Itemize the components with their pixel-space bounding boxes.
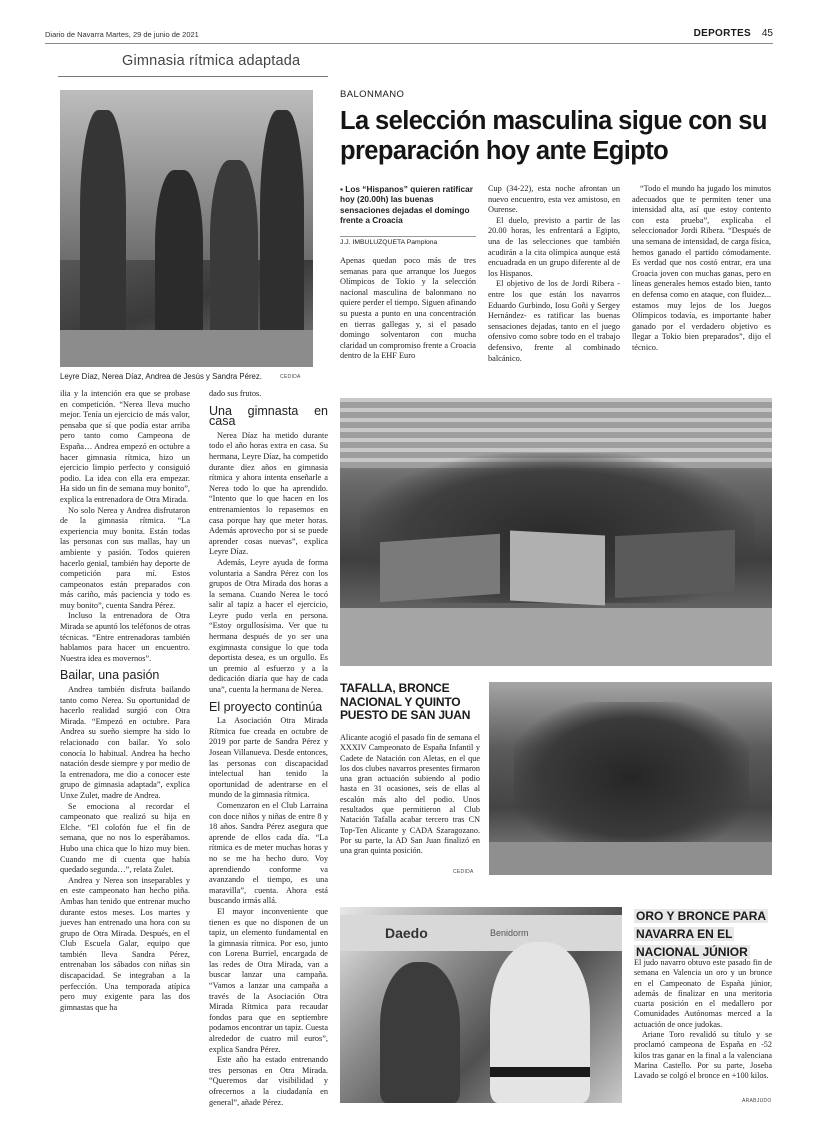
photo-group <box>514 702 749 852</box>
left-article-column-1 <box>60 389 190 1013</box>
subheading: El proyecto continúa <box>209 699 323 714</box>
person-figure <box>80 110 126 360</box>
paragraph: Incluso la entrenadora de Otra Mirada se apuntó los teléfonos de otras técnicas. “Entre entrenadoras también hablamos para hacer un encuentro. Nuestra idea es movernos”. <box>60 611 190 663</box>
paragraph: Además, Leyre ayuda de forma voluntaria a Sandra Pérez con los grupos de Otra Mirada dos horas a la semana. Cuando Nerea le tocó salir al tapiz a hacer el ejercicio, Leyre pudo verla en persona. “Estoy orgullosísima. Ver que tu hermana después de yo ser una exgimnasta consigue lo que toda deportista desea, es un orgullo. Es un premio al esfuerzo y a la dedicación diaria que hay de cada una”, cuenta la hermana de Nerea. <box>209 557 328 695</box>
paragraph: El judo navarro obtuvo este pasado fin de semana en Valencia un oro y un bronce en el Campeonato de España júnior, además de finalizar en una meritoria cuarta posición en el medallero por Comunidades Autónomas merced a la actuación de once judokas. <box>634 958 772 1029</box>
paragraph: El duelo, previsto a partir de las 20.00 horas, les enfrentará a Egipto, una de las selecciones que también acudirán a la cita olímpica aunque está encuadrada en un grupo diferente al de los Hispanos. <box>488 215 620 278</box>
balonmano-kicker: BALONMANO <box>340 89 405 100</box>
paragraph: ilia y la intención era que se probase en competición. “Nerea lleva mucho mejor. Tenía un ejercicio de más valor, pensaba que sí que podía estar arriba pero tanto como Campeona de España… Andrea empezó en octubre a hacer gimnasia rítmica, hizo un ejercicio limpio perfecto y consiguió podio. La idea con ella era empezar. Ha sido un fin de semana muy bonito”, explica la entrenadora de Otra Mirada. <box>60 389 190 504</box>
photo-flag <box>615 530 735 598</box>
judo-text <box>634 958 772 1082</box>
summary-text: Los “Hispanos” quieren ratificar hoy (20.00h) las buenas sensaciones dejadas el domingo frente a Croacia <box>340 184 473 226</box>
paragraph: Se emociona al recordar el campeonato que realizó su hija en Elche. “El colofón fue el fin de semana, que no nos lo esperábamos. Hubo una chica que lo hizo muy bien. Cuando me di cuenta que había quedado segunda…”, relata Zulet. <box>60 801 190 875</box>
person-figure <box>155 170 203 355</box>
judo-credit: ARABJUDO <box>742 1098 772 1104</box>
header-page-number: 45 <box>761 28 773 39</box>
judo-headline <box>634 907 772 961</box>
header-section: DEPORTES <box>693 28 751 39</box>
person-figure <box>260 110 304 360</box>
paragraph: Comenzaron en el Club Larraina con doce niños y niñas de entre 8 y 18 años. Sandra Pérez asegura que aprende de ellos cada día. “La rítmica es de meter muchas horas y no se me ha hecho duro. Voy aprendiendo conforme va avanzando el tiempo, es una maravilla”, cuenta. Ahora está buscando irmás allá. <box>209 800 328 906</box>
photo-ground <box>60 330 313 367</box>
paragraph: “Todo el mundo ha jugado los minutos adecuados que te permiten tener una intensidad alta, así que estoy contento con esta prueba”, explicaba el seleccionador Jordi Ribera. “Después de una semana de intensidad, de carga física, hemos ganado el partido cómodamente. Es verdad que nos costó entrar, era una Croacia joven con muchas ganas, pero en líneas generales hemos estado bien, tanto en defensa como en ataque, con fluidez... estamos muy lejos de los Juegos Olímpicos todavía, es importante haber ganado por el verdadero objetivo es llegar a Tokio bien preparados”, dijo el técnico. <box>632 184 771 352</box>
photo-flag <box>510 531 605 606</box>
paragraph: Alicante acogió el pasado fin de semana el XXXIV Campeonato de España Infantil y Cadete de Natación con Aletas, en el que los dos clubes navarros presentes firmaron una gran actuación subiendo al podio hasta en 31 ocasiones, seis de ellas al escalón más alto del podio. Unos resultados que permitieron al Club Natación Tafalla acabar tercero tras CN Top-Ten Alicante y CADA Szaragozano. Por su parte, la AD San Juan finalizó en una gran quinta posición. <box>340 733 480 856</box>
paragraph: No solo Nerea y Andrea disfrutaron de la gimnasia rítmica. “La experiencia muy bonita. Están todas las personas con sus mallas, hay un ambiente y pasión. Todos quieren hacerlo genial, también hay deporte de competición para mí. Estos campeonatos están preparados con más cariño, más paciencia y todo es muy bonito”, cuenta Sandra Pérez. <box>60 505 190 610</box>
paragraph: La Asociación Otra Mirada Rítmica fue creada en octubre de 2019 por parte de Sandra Pérez y Josean Villanueva. Desde entonces, las personas con discapacidad intelectual han tenido la oportunidad de adentrarse en el mundo de la gimnasia rítmica. <box>209 716 328 800</box>
paragraph: Ariane Toro revalidó su título y se proclamó campeona de España en -52 kilos tras ganar en la final a la valenciana Marina Castello. Por su parte, Joseba Lavado se colgó el bronce en +100 kilos. <box>634 1030 772 1081</box>
header-rule <box>45 43 773 44</box>
tafalla-credit: CEDIDA <box>453 869 474 875</box>
paragraph: Este año ha estado entrenando tres personas en Otra Mirada. “Queremos dar visibilidad y ofrecernos a la ciudadanía en general”, añade Pérez. <box>209 1055 328 1107</box>
judo-medalists-photo <box>340 907 622 1103</box>
balonmano-column-3 <box>632 184 771 354</box>
balonmano-column-2 <box>488 184 620 364</box>
paragraph: dado sus frutos. <box>209 389 262 398</box>
byline-rule <box>340 236 476 237</box>
balonmano-column-1 <box>340 256 476 362</box>
paragraph: Cup (34-22), esta noche afrontan un nuevo encuentro, esta vez amistoso, en Ourense. <box>488 184 620 215</box>
sponsor-logo: Benidorm <box>490 928 529 938</box>
balonmano-summary <box>340 184 478 226</box>
tafalla-team-photo <box>489 682 772 875</box>
balonmano-byline: J.J. IMBULUZQUETA Pamplona <box>340 239 438 246</box>
subheading: Una gimnasta en casa <box>209 403 328 429</box>
balonmano-headline: La selección masculina sigue con su preparación hoy ante Egipto <box>340 107 767 165</box>
tafalla-text <box>340 733 480 857</box>
person-figure <box>380 962 460 1103</box>
photo-caption: Leyre Díaz, Nerea Díaz, Andrea de Jesús y Sandra Pérez. <box>60 372 262 381</box>
paragraph: Andrea también disfruta bailando tanto como Nerea. Su oportunidad de hacerlo realidad surgió con Otra Mirada. “Empezó en octubre. Para Andrea su sueño siempre ha sido lo relacionado con bailar. Yo solo conocía lo habitual. Andrea ha hecho natación desde siempre y por medio de la entrenadora, me dio a conocer este grupo de gimnasia adaptada”, explica Unxe Zulet, madre de Andrea. <box>60 685 190 800</box>
judo-black-belt <box>490 1067 590 1077</box>
photo-credit: CEDIDA <box>280 374 301 380</box>
photo-flag <box>380 534 500 602</box>
bullet-icon: ▪ <box>340 184 346 194</box>
sponsor-logo: Daedo <box>385 925 428 941</box>
banner-rule <box>58 76 328 77</box>
subheading: Bailar, una pasión <box>60 668 160 683</box>
tafalla-headline: TAFALLA, BRONCE NACIONAL Y QUINTO PUESTO DE SAN JUAN <box>340 681 471 722</box>
person-figure <box>210 160 258 355</box>
paragraph: Nerea Díaz ha metido durante todo el año horas extra en casa. Su hermana, Leyre Díaz, ha competido durante diez años en gimnasia rítmica y ahora intenta enseñarle a Nerea todo lo que ha aprendido. “Intento que lo que hacen en los entrenamientos lo repasemos en casa porque hay que meter horas. Además aprovecho por si se puede aprender cosas nuevas”, explica Leyre Díaz. <box>209 430 328 557</box>
header-dateline: Diario de Navarra Martes, 29 de junio de 2021 <box>45 30 199 39</box>
judo-headline-text: ORO Y BRONCE PARA NAVARRA EN EL NACIONAL JÚNIOR <box>636 909 767 959</box>
section-banner: Gimnasia rítmica adaptada <box>122 53 301 69</box>
paragraph: El mayor inconveniente que tienen es que no disponen de un tapiz, un elemento fundamental en la gimnasia rítmica. Por eso, junto con Lorena Burriel, encargada de las redes de Otra Mirada, van a buscar lanzar una campaña. “Vamos a lanzar una campaña a través de la Asociación Otra Mirada Rítmica para recaudar fondos para que en septiembre podamos encontrar un tapiz. Cuesta alrededor de cuatro mil euros”, explica Sandra Pérez. <box>209 906 328 1054</box>
paragraph: El objetivo de los de Jordi Ribera -entre los que están los navarros Eduardo Gurbindo, Iosu Goñi y Sergey Hernández- es ratificar las buenas sensaciones dejadas, tanto en el juego ofensivo como sobre todo en el trabajo defensivo, frente al combinado balcánico. <box>488 279 620 363</box>
paragraph: Apenas quedan poco más de tres semanas para que arranque los Juegos Olímpicos de Tokio y la selección nacional masculina de balonmano no quiere perder el tiempo. Siguen afinando su puesta a punto en una concentración en tierras gallegas y, si el pasado domingo solventaron con mucha claridad un compromiso frente a Croacia dentro de la EHF Euro <box>340 256 476 361</box>
photo-pool-deck <box>340 608 772 666</box>
page-header <box>45 29 773 43</box>
person-figure <box>490 942 590 1103</box>
photo-floor <box>489 842 772 875</box>
paragraph: Andrea y Nerea son inseparables y en este campeonato han hecho piña. Ambas han tenido que entrenar mucho durante estos meses. Los martes y jueves han entrenado una hora con su grupo de Otra Mirada. Después, en el Club Escuela Galar, equipo que también lleva Sandra Pérez, entrenaban los sábados con niñas sin discapacidad. Se integraban a la perfección. Una temporada atípica pero muy exigente para las dos gimnastas que ha <box>60 875 190 1012</box>
sponsor-banner <box>340 915 622 951</box>
left-article-column-2 <box>209 389 328 1108</box>
gymnasts-photo <box>60 90 313 367</box>
swim-team-photo <box>340 398 772 666</box>
